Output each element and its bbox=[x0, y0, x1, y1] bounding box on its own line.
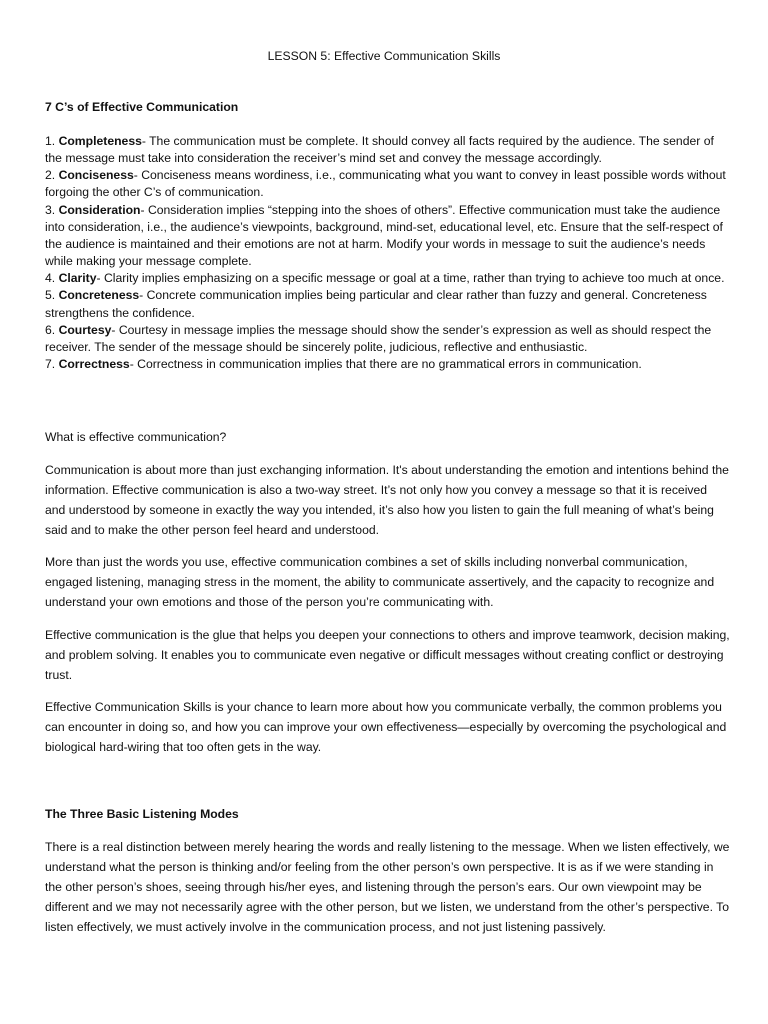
section-question: What is effective communication? bbox=[45, 430, 227, 444]
paragraph: Communication is about more than just exchanging information. It's about understanding the emotion and intentions behind the information. Effective communication is also a two-way street. It’s not only how you convey a message so that it is received and understood by someone in exactly the way you intended, it’s also how you listen to gain the full meaning of what’s being said and to make the other person feel heard and understood. bbox=[45, 463, 729, 538]
list-item: 1. Completeness- The communication must be complete. It should convey all facts required by the audience. The sender of the message must take into consideration the receiver’s mind set and convey the message accordingly. bbox=[45, 134, 714, 166]
paragraph: Effective Communication Skills is your chance to learn more about how you communicate verbally, the common problems you can encounter in doing so, and how you can improve your own effectiveness—especially by overcoming the psychological and biological hard-wiring that too often gets in the way. bbox=[45, 700, 727, 755]
paragraph: There is a real distinction between merely hearing the words and really listening to the message. When we listen effectively, we understand what the person is thinking and/or feeling from the other person’s own perspective. It is as if we were standing in the other person’s shoes, seeing through his/her eyes, and listening through the person’s ears. Our own viewpoint may be different and we may not necessarily agree with the other person, but we listen, we understand from the other’s perspective. To listen effectively, we must actively involve in the communication process, and not just listening passively. bbox=[45, 840, 730, 935]
paragraph: More than just the words you use, effective communication combines a set of skills including nonverbal communication, engaged listening, managing stress in the moment, the ability to communicate assertively, and the capacity to recognize and understand your own emotions and those of the person you’re communicating with. bbox=[45, 555, 715, 610]
list-item: 3. Consideration- Consideration implies “stepping into the shoes of others”. Effective communication must take the audience into consideration, i.e., the audience’s viewpoints, background, mind-set, educational level, etc. Ensure that the self-respect of the audience is maintained and their emotions are not at harm. Modify your words in message to suit the audience’s needs while making your message complete. bbox=[45, 202, 723, 269]
section-heading-seven-cs: 7 C’s of Effective Communication bbox=[45, 100, 239, 114]
list-item: 7. Correctness- Correctness in communication implies that there are no grammatical errors in communication. bbox=[45, 357, 642, 372]
section-heading-listening-modes: The Three Basic Listening Modes bbox=[45, 807, 239, 821]
paragraph: Effective communication is the glue that helps you deepen your connections to others and improve teamwork, decision making, and problem solving. It enables you to communicate even negative or difficult messages without creating conflict or destroying trust. bbox=[45, 628, 730, 683]
list-item: 4. Clarity- Clarity implies emphasizing on a specific message or goal at a time, rather than trying to achieve too much at once. bbox=[45, 271, 725, 286]
list-item: 5. Concreteness- Concrete communication implies being particular and clear rather than fuzzy and general. Concreteness strengthens the confidence. bbox=[45, 288, 707, 320]
list-item: 2. Conciseness- Conciseness means wordiness, i.e., communicating what you want to convey in least possible words without forgoing the other C’s of communication. bbox=[45, 168, 726, 200]
document-title: LESSON 5: Effective Communication Skills bbox=[267, 49, 501, 63]
seven-cs-list bbox=[45, 133, 730, 373]
list-item: 6. Courtesy- Courtesy in message implies the message should show the sender’s expression as well as should respect the receiver. The sender of the message should be sincerely polite, judicious, reflective and enthusiastic. bbox=[45, 322, 712, 354]
